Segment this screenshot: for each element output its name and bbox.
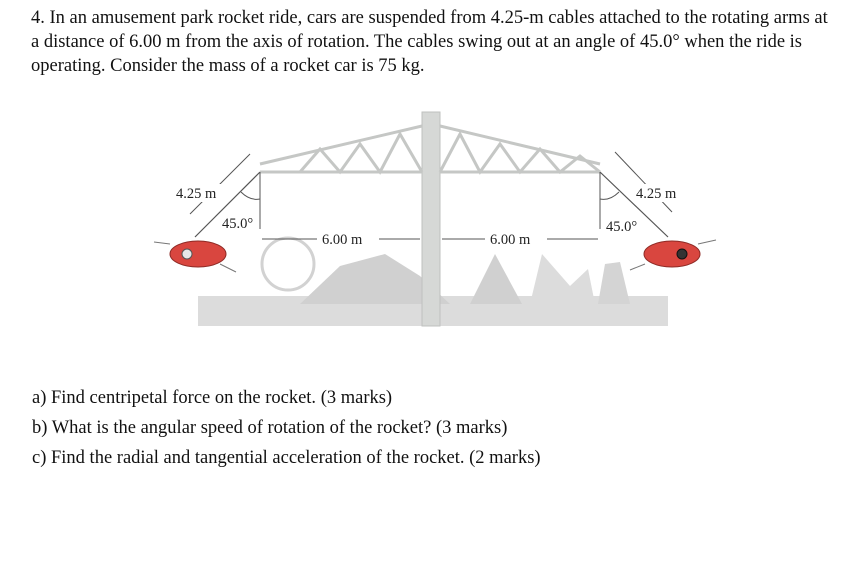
trees-silhouette bbox=[598, 262, 630, 304]
question-a-text: Find centripetal force on the rocket. bbox=[51, 388, 317, 408]
question-a bbox=[32, 383, 541, 413]
questions-list bbox=[32, 383, 541, 473]
right-arm-label: 6.00 m bbox=[490, 232, 531, 248]
rocket-ride-diagram bbox=[150, 104, 720, 334]
problem-number: 4. bbox=[31, 8, 45, 28]
question-b-label: b) bbox=[32, 418, 48, 438]
question-b-text: What is the angular speed of rotation of the rocket? bbox=[51, 418, 432, 438]
rocket-ride-figure bbox=[150, 104, 720, 334]
problem-statement bbox=[31, 6, 831, 78]
left-angle-label: 45.0° bbox=[222, 216, 254, 232]
problem-text: In an amusement park rocket ride, cars are suspended from 4.25-m cables attached to the rotating arms at a distance of 6.00 m from the axis of rotation. The cables swing out at an angle of 45.0° when the ride is operating. Consider the mass of a rocket car is 75 kg. bbox=[31, 8, 828, 76]
left-truss-arm bbox=[260, 126, 422, 172]
right-dimension-line bbox=[615, 152, 672, 212]
left-cable-label: 4.25 m bbox=[176, 186, 217, 202]
left-arm-label: 6.00 m bbox=[322, 232, 363, 248]
question-c bbox=[32, 443, 541, 473]
question-a-label: a) bbox=[32, 388, 47, 408]
tent-right bbox=[470, 254, 522, 304]
slide-silhouette bbox=[530, 254, 595, 304]
question-a-marks: (3 marks) bbox=[320, 388, 393, 408]
right-cable-label: 4.25 m bbox=[636, 186, 677, 202]
right-angle-arc bbox=[600, 192, 619, 199]
left-angle-arc bbox=[241, 192, 260, 199]
central-tower bbox=[422, 112, 440, 326]
right-rocket-car bbox=[630, 240, 716, 270]
right-truss-arm bbox=[440, 126, 600, 172]
question-c-text: Find the radial and tangential acceleration of the rocket. bbox=[51, 448, 465, 468]
question-c-label: c) bbox=[32, 448, 47, 468]
left-rocket-car bbox=[154, 241, 236, 272]
question-b-marks: (3 marks) bbox=[435, 418, 508, 438]
question-b bbox=[32, 413, 541, 443]
question-c-marks: (2 marks) bbox=[469, 448, 541, 468]
right-angle-label: 45.0° bbox=[606, 219, 638, 235]
ferris-wheel bbox=[262, 238, 314, 290]
